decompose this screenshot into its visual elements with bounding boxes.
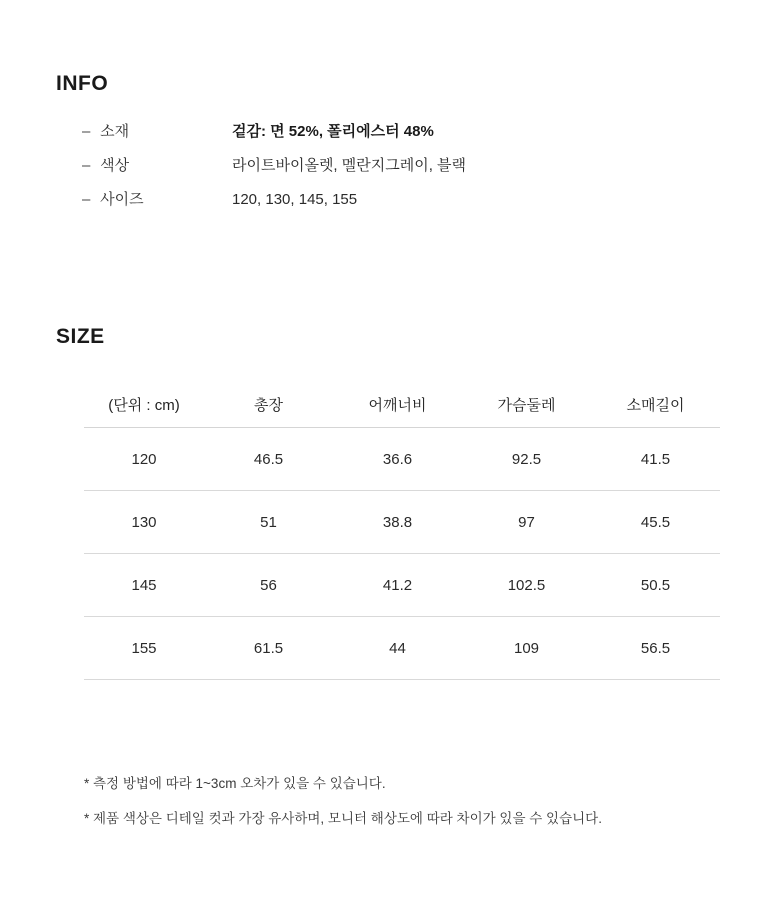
info-row-label [82, 188, 232, 209]
info-label-text: 소재 [100, 123, 130, 140]
info-label-text: 사이즈 [100, 191, 144, 208]
info-row [82, 154, 736, 175]
table-cell: 56 [204, 554, 333, 617]
dash-icon: – [82, 191, 91, 208]
table-cell-size: 130 [84, 491, 204, 554]
info-row-label [82, 154, 232, 175]
size-table-head [84, 381, 720, 428]
dash-icon: – [82, 123, 91, 140]
info-section [56, 72, 736, 222]
info-row-value: 겉감: 면 52%, 폴리에스터 48% [232, 123, 434, 140]
table-cell: 38.8 [333, 491, 462, 554]
note-line: * 측정 방법에 따라 1~3cm 오차가 있을 수 있습니다. [84, 776, 386, 791]
table-cell: 109 [462, 617, 591, 680]
note-line: * 제품 색상은 디테일 컷과 가장 유사하며, 모니터 해상도에 따라 차이가 있을 수 있습니다. [84, 810, 602, 826]
info-row-label [82, 120, 232, 141]
table-header-unit: (단위 : cm) [84, 381, 204, 428]
table-cell: 44 [333, 617, 462, 680]
table-cell: 36.6 [333, 428, 462, 491]
table-cell-size: 155 [84, 617, 204, 680]
table-header-cell: 가슴둘레 [462, 381, 591, 428]
table-cell: 92.5 [462, 428, 591, 491]
table-row [84, 491, 720, 554]
table-row [84, 617, 720, 680]
table-cell: 51 [204, 491, 333, 554]
table-row [84, 428, 720, 491]
table-cell: 102.5 [462, 554, 591, 617]
table-cell: 97 [462, 491, 591, 554]
info-row-value: 120, 130, 145, 155 [232, 191, 358, 208]
table-header-row [84, 381, 720, 428]
table-header-cell: 어깨너비 [333, 381, 462, 428]
table-cell: 46.5 [204, 428, 333, 491]
info-label-text: 색상 [100, 157, 130, 174]
table-cell-size: 145 [84, 554, 204, 617]
dash-icon: – [82, 157, 91, 174]
info-section-title: INFO [56, 72, 109, 95]
table-cell: 41.5 [591, 428, 720, 491]
info-row [82, 188, 736, 209]
table-row [84, 554, 720, 617]
info-row-list [82, 120, 736, 209]
size-table [84, 381, 720, 680]
table-cell: 61.5 [204, 617, 333, 680]
size-section [56, 325, 746, 680]
table-cell: 56.5 [591, 617, 720, 680]
table-cell: 50.5 [591, 554, 720, 617]
size-section-title: SIZE [56, 325, 105, 348]
table-header-cell: 총장 [204, 381, 333, 428]
info-row [82, 120, 736, 141]
table-header-cell: 소매길이 [591, 381, 720, 428]
info-row-value: 라이트바이올렛, 멜란지그레이, 블랙 [232, 157, 467, 174]
table-cell-size: 120 [84, 428, 204, 491]
table-cell: 41.2 [333, 554, 462, 617]
size-table-body [84, 428, 720, 680]
notes-section [84, 775, 724, 845]
table-cell: 45.5 [591, 491, 720, 554]
